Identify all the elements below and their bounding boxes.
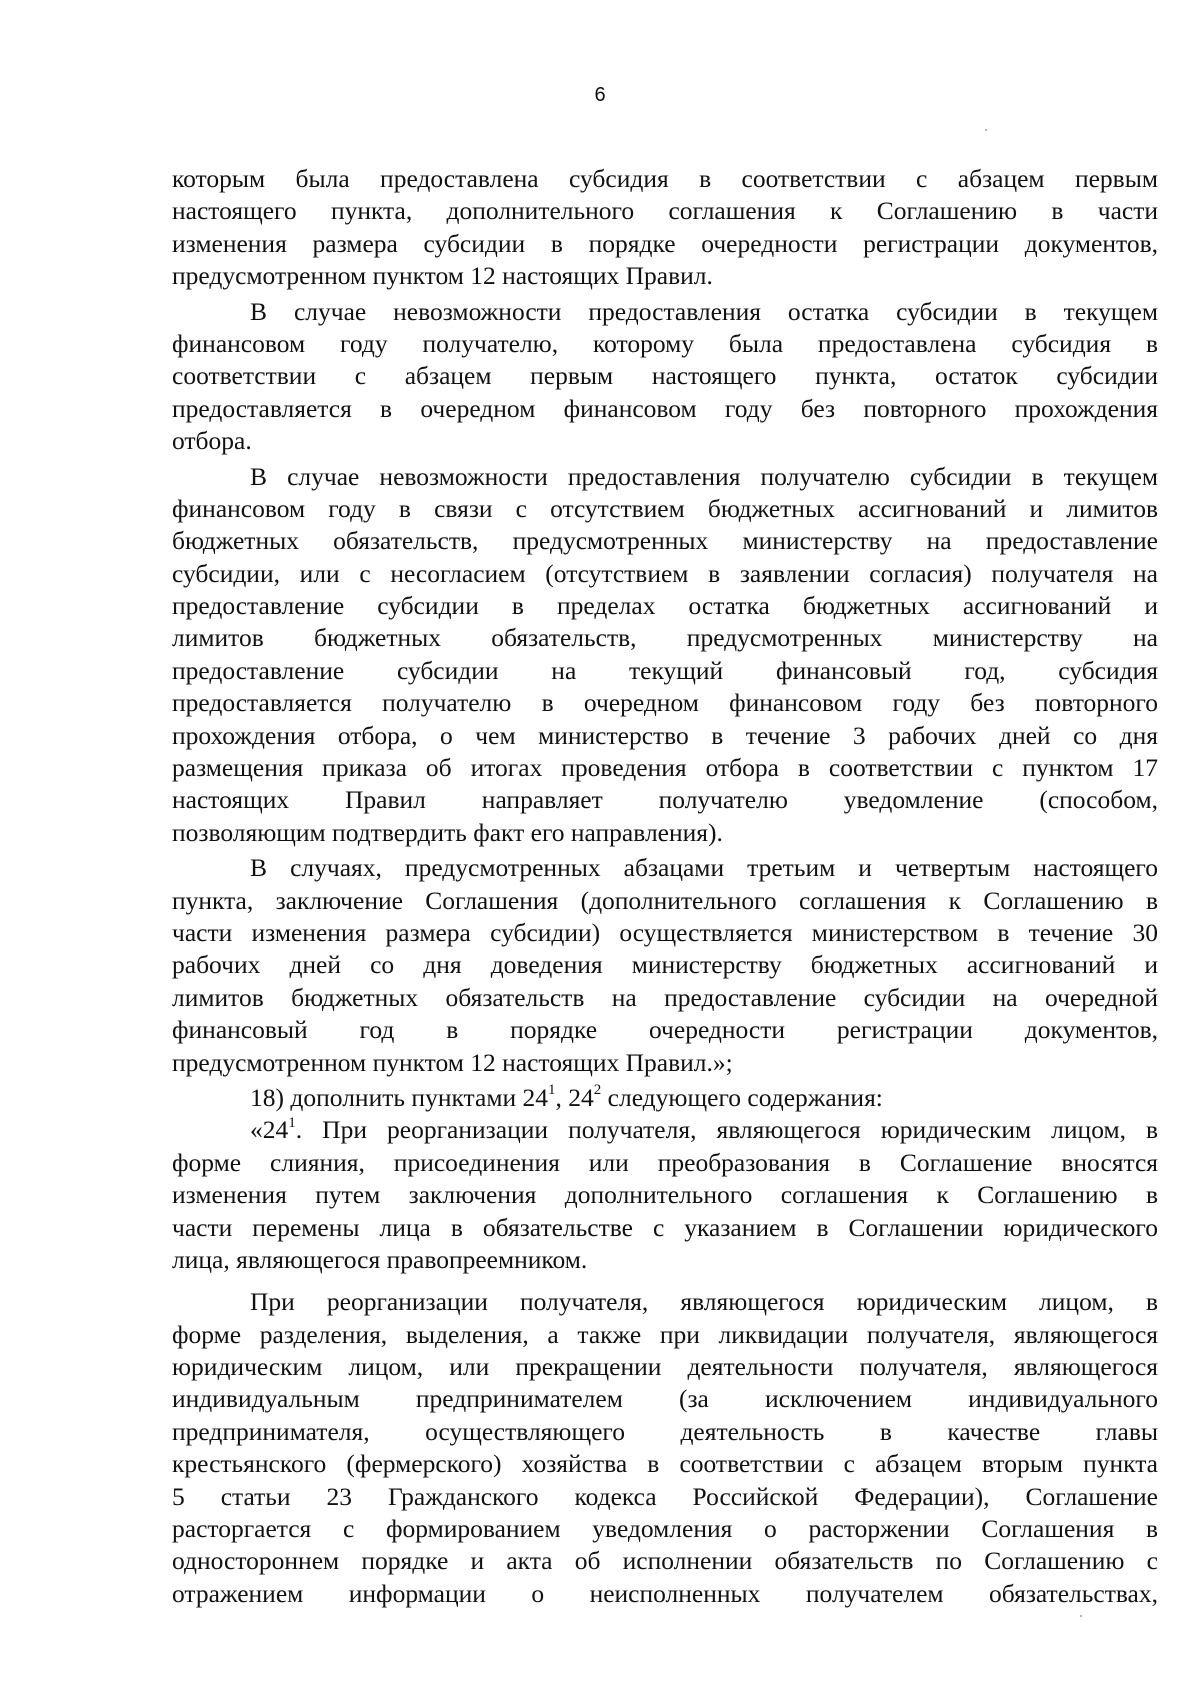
text-line: В случае невозможности предоставления получателю субсидии в текущем (250, 461, 1158, 491)
text-line: отбора. (172, 426, 252, 456)
text-line: лимитов бюджетных обязательств, предусмотренных министерству на (172, 623, 1158, 653)
document-body (172, 163, 1158, 1610)
text-line: предоставляется получателю в очередном финансовом году без повторного (172, 688, 1158, 718)
text-line: крестьянского (фермерского) хозяйства в соответствии с абзацем вторым пункта (172, 1449, 1158, 1479)
text-line: настоящих Правил направляет получателю уведомление (способом, (172, 785, 1158, 815)
text-line: предоставление субсидии в пределах остатка бюджетных ассигнований и (172, 591, 1158, 621)
text-line: предоставляется в очередном финансовом году без повторного прохождения (172, 393, 1158, 423)
text-line: В случае невозможности предоставления остатка субсидии в текущем (250, 296, 1158, 326)
text-line: изменения размера субсидии в порядке очередности регистрации документов, (172, 228, 1158, 258)
text-line: лица, являющегося правопреемником. (172, 1244, 588, 1274)
text-line: позволяющим подтвердить факт его направления). (172, 817, 723, 847)
scan-speck (1080, 1615, 1082, 1617)
text-line: расторгается с формированием уведомления о расторжении Соглашения в (172, 1514, 1158, 1544)
scan-speck (985, 129, 987, 131)
page-number: 6 (594, 84, 606, 106)
text-line: «$24^1$. При реорганизации получателя, являющегося юридическим лицом, в (250, 1114, 1159, 1145)
text-line: предоставление субсидии на текущий финансовый год, субсидия (172, 655, 1158, 685)
text-line: юридическим лицом, или прекращении деятельности получателя, являющегося (172, 1352, 1158, 1382)
text-line: 5 статьи 23 Гражданского кодекса Российской Федерации), Соглашение (172, 1481, 1158, 1511)
text-line: лимитов бюджетных обязательств на предоставление субсидии на очередной (172, 982, 1158, 1012)
text-line: которым была предоставлена субсидия в соответствии с абзацем первым (172, 164, 1158, 193)
text-line: рабочих дней со дня доведения министерству бюджетных ассигнований и (172, 950, 1158, 980)
text-line: индивидуальным предпринимателем (за исключением индивидуального (172, 1384, 1158, 1414)
text-line: финансовый год в порядке очередности регистрации документов, (172, 1015, 1158, 1045)
text-line: настоящего пункта, дополнительного соглашения к Соглашению в части (172, 196, 1158, 226)
text-line: соответствии с абзацем первым настоящего пункта, остаток субсидии (172, 361, 1158, 391)
text-line: части перемены лица в обязательстве с указанием в Соглашении юридического (172, 1212, 1158, 1242)
text-line: изменения путем заключения дополнительного соглашения к Соглашению в (172, 1180, 1158, 1210)
text-line: предпринимателя, осуществляющего деятельность в качестве главы (172, 1416, 1158, 1446)
text-line: части изменения размера субсидии) осуществляется министерством в течение 30 (172, 917, 1158, 947)
text-line: субсидии, или с несогласием (отсутствием в заявлении согласия) получателя на (172, 558, 1158, 588)
text-line: В случаях, предусмотренных абзацами третьим и четвертым настоящего (250, 853, 1158, 883)
text-line: одностороннем порядке и акта об исполнении обязательств по Соглашению с (172, 1546, 1158, 1576)
text-line: предусмотренном пунктом 12 настоящих Правил.»; (172, 1047, 733, 1077)
text-line: размещения приказа об итогах проведения отбора в соответствии с пунктом 17 (172, 753, 1158, 783)
text-line: 18) дополнить пунктами $24^1$, $24^2$ следующего содержания: (250, 1082, 883, 1112)
text-line: предусмотренном пунктом 12 настоящих Правил. (172, 261, 713, 291)
text-line: финансовом году в связи с отсутствием бюджетных ассигнований и лимитов (172, 493, 1158, 523)
text-line: бюджетных обязательств, предусмотренных министерству на предоставление (172, 526, 1158, 556)
text-line: форме слияния, присоединения или преобразования в Соглашение вносятся (172, 1147, 1158, 1177)
text-line: финансовом году получателю, которому была предоставлена субсидия в (172, 328, 1158, 358)
text-line: пункта, заключение Соглашения (дополнительного соглашения к Соглашению в (172, 885, 1158, 915)
text-line: прохождения отбора, о чем министерство в течение 3 рабочих дней со дня (172, 720, 1158, 750)
text-line: При реорганизации получателя, являющегося юридическим лицом, в (250, 1287, 1158, 1317)
text-line: отражением информации о неисполненных получателем обязательствах, (172, 1578, 1158, 1608)
text-line: форме разделения, выделения, а также при ликвидации получателя, являющегося (172, 1319, 1158, 1349)
